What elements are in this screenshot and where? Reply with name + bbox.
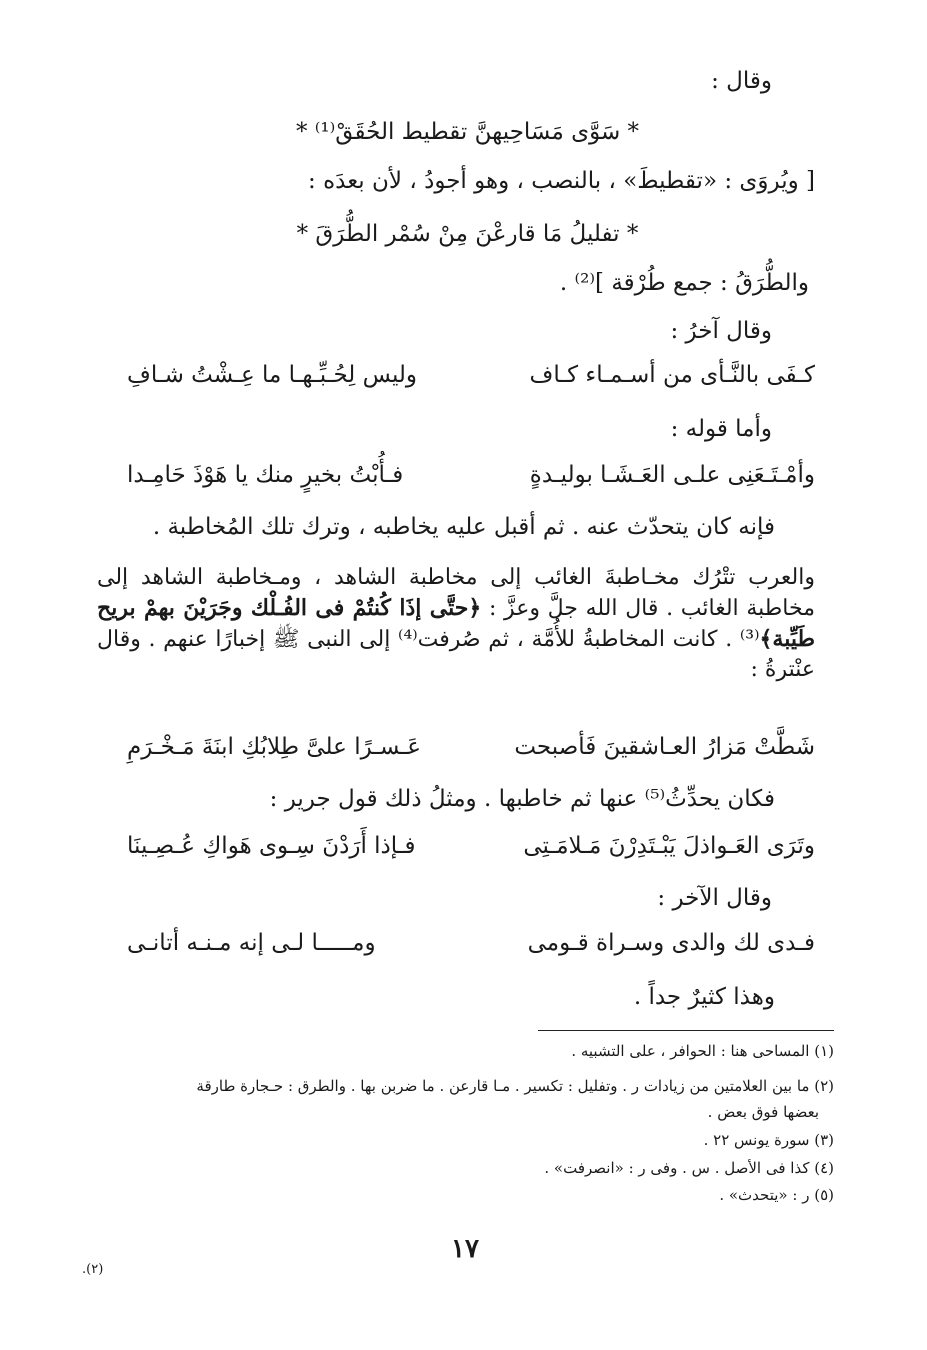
quran-quote: ﴿حتَّى إذَا كُنتُمْ فى الفُـلْك وجَرَيْنَ بهمْ بريح طَيِّبة﴾ [97, 595, 815, 652]
verse-hemistich-right: وأمْـتَـعَنِى علـى العَـشَـا بوليـدةٍ [529, 462, 815, 488]
page-number: ١٧ [451, 1234, 479, 1264]
verse-hemistich-right: وتَرَى العَـواذلَ يَبْـتَدِرْنَ مَـلامَـتِى [523, 833, 815, 859]
text-line: وقال : [711, 68, 772, 94]
text-line: [ ويُروَى : «تقطيطَ» ، بالنصب ، وهو أجودُ ، لأن بعدَه : [308, 168, 815, 194]
verse-hemistich-right: كـفَى بالنَّـأى من أسـمـاء كـاف [529, 362, 815, 388]
text-line: وقال الآخر : [657, 885, 772, 911]
text-line: والطُّرَقُ : جمع طُرْقة ]⁽²⁾ . [559, 270, 809, 296]
text-line: وأما قوله : [670, 416, 772, 442]
verse-hemistich-left: ومـــــا لـى إنه مـنـه أتانـى [127, 930, 376, 956]
verse-hemistich-left: وليس لِحُـبِّـهـا ما عِـشْتُ شـافِ [127, 362, 417, 388]
text-line: فكان يحدِّثُ⁽⁵⁾ عنها ثم خاطبها . ومثلُ ذلك قول جرير : [269, 786, 775, 812]
footnote: (٥) ر : «يتحدث» . [719, 1186, 834, 1204]
verse-line: * سَوَّى مَسَاحِيهنَّ تقطيط الحُقَقْ⁽¹⁾ * [295, 119, 640, 145]
verse-hemistich-right: فـدى لك والدى وسـراة قـومى [527, 930, 815, 956]
verse-hemistich-left: عَـسـرًا علىَّ طِلابُكِ ابنَةَ مَـخْـرَمِ [127, 734, 422, 760]
footnote: (٤) كذا فى الأصل . س . وفى ر : «انصرفت» . [544, 1159, 834, 1177]
footnote: (٢) ما بين العلامتين من زيادات ر . وتفليل : تكسير . مـا قارعن . ما ضربن بها . والطرق : حـجارة طارقة [196, 1077, 834, 1095]
signature-mark: (٢). [82, 1262, 104, 1277]
text-line: فإنه كان يتحدّث عنه . ثم أقبل عليه يخاطبه ، وترك تلك المُخاطبة . [152, 514, 775, 540]
verse-line: * تفليلُ مَا قارعْنَ مِنْ سُمْر الطُّرَقَ * [296, 221, 639, 247]
footnote-divider [538, 1030, 834, 1031]
verse-hemistich-left: فـأُبْتُ بخيرٍ منك يا هَوْذَ حَامِـدا [127, 462, 404, 488]
text-line: وقال آخرُ : [670, 318, 772, 344]
footnote-continuation: بعضها فوق بعض . [707, 1103, 819, 1121]
verse-hemistich-left: فـإذا أَرَدْنَ سِـوى هَواكِ عُـصِـينَا [127, 833, 416, 859]
text-line: وهذا كثيرٌ جداً . [633, 984, 775, 1010]
footnote: (٣) سورة يونس ٢٢ . [703, 1131, 834, 1149]
paragraph-text: والعرب تتْرُك مخـاطبةَ الغائب إلى مخاطبة الشاهد ، ومـخاطبة الشاهد إلى مخاطبة الغائب . قال الله جلَّ وعزَّ : [97, 565, 815, 621]
footnote: (١) المساحى هنا : الحوافر ، على التشبيه . [571, 1042, 834, 1060]
verse-hemistich-right: شَطَّتْ مَزارُ العـاشقينَ فَأصبحت [514, 734, 815, 760]
paragraph-text: ⁽³⁾ . كانت المخاطبةُ للأُمَّة ، ثم صُرفت⁽⁴⁾ إلى النبى ﷺ إخبارًا عنهم . وقال عنْترةُ : [97, 627, 815, 682]
paragraph [97, 563, 815, 685]
